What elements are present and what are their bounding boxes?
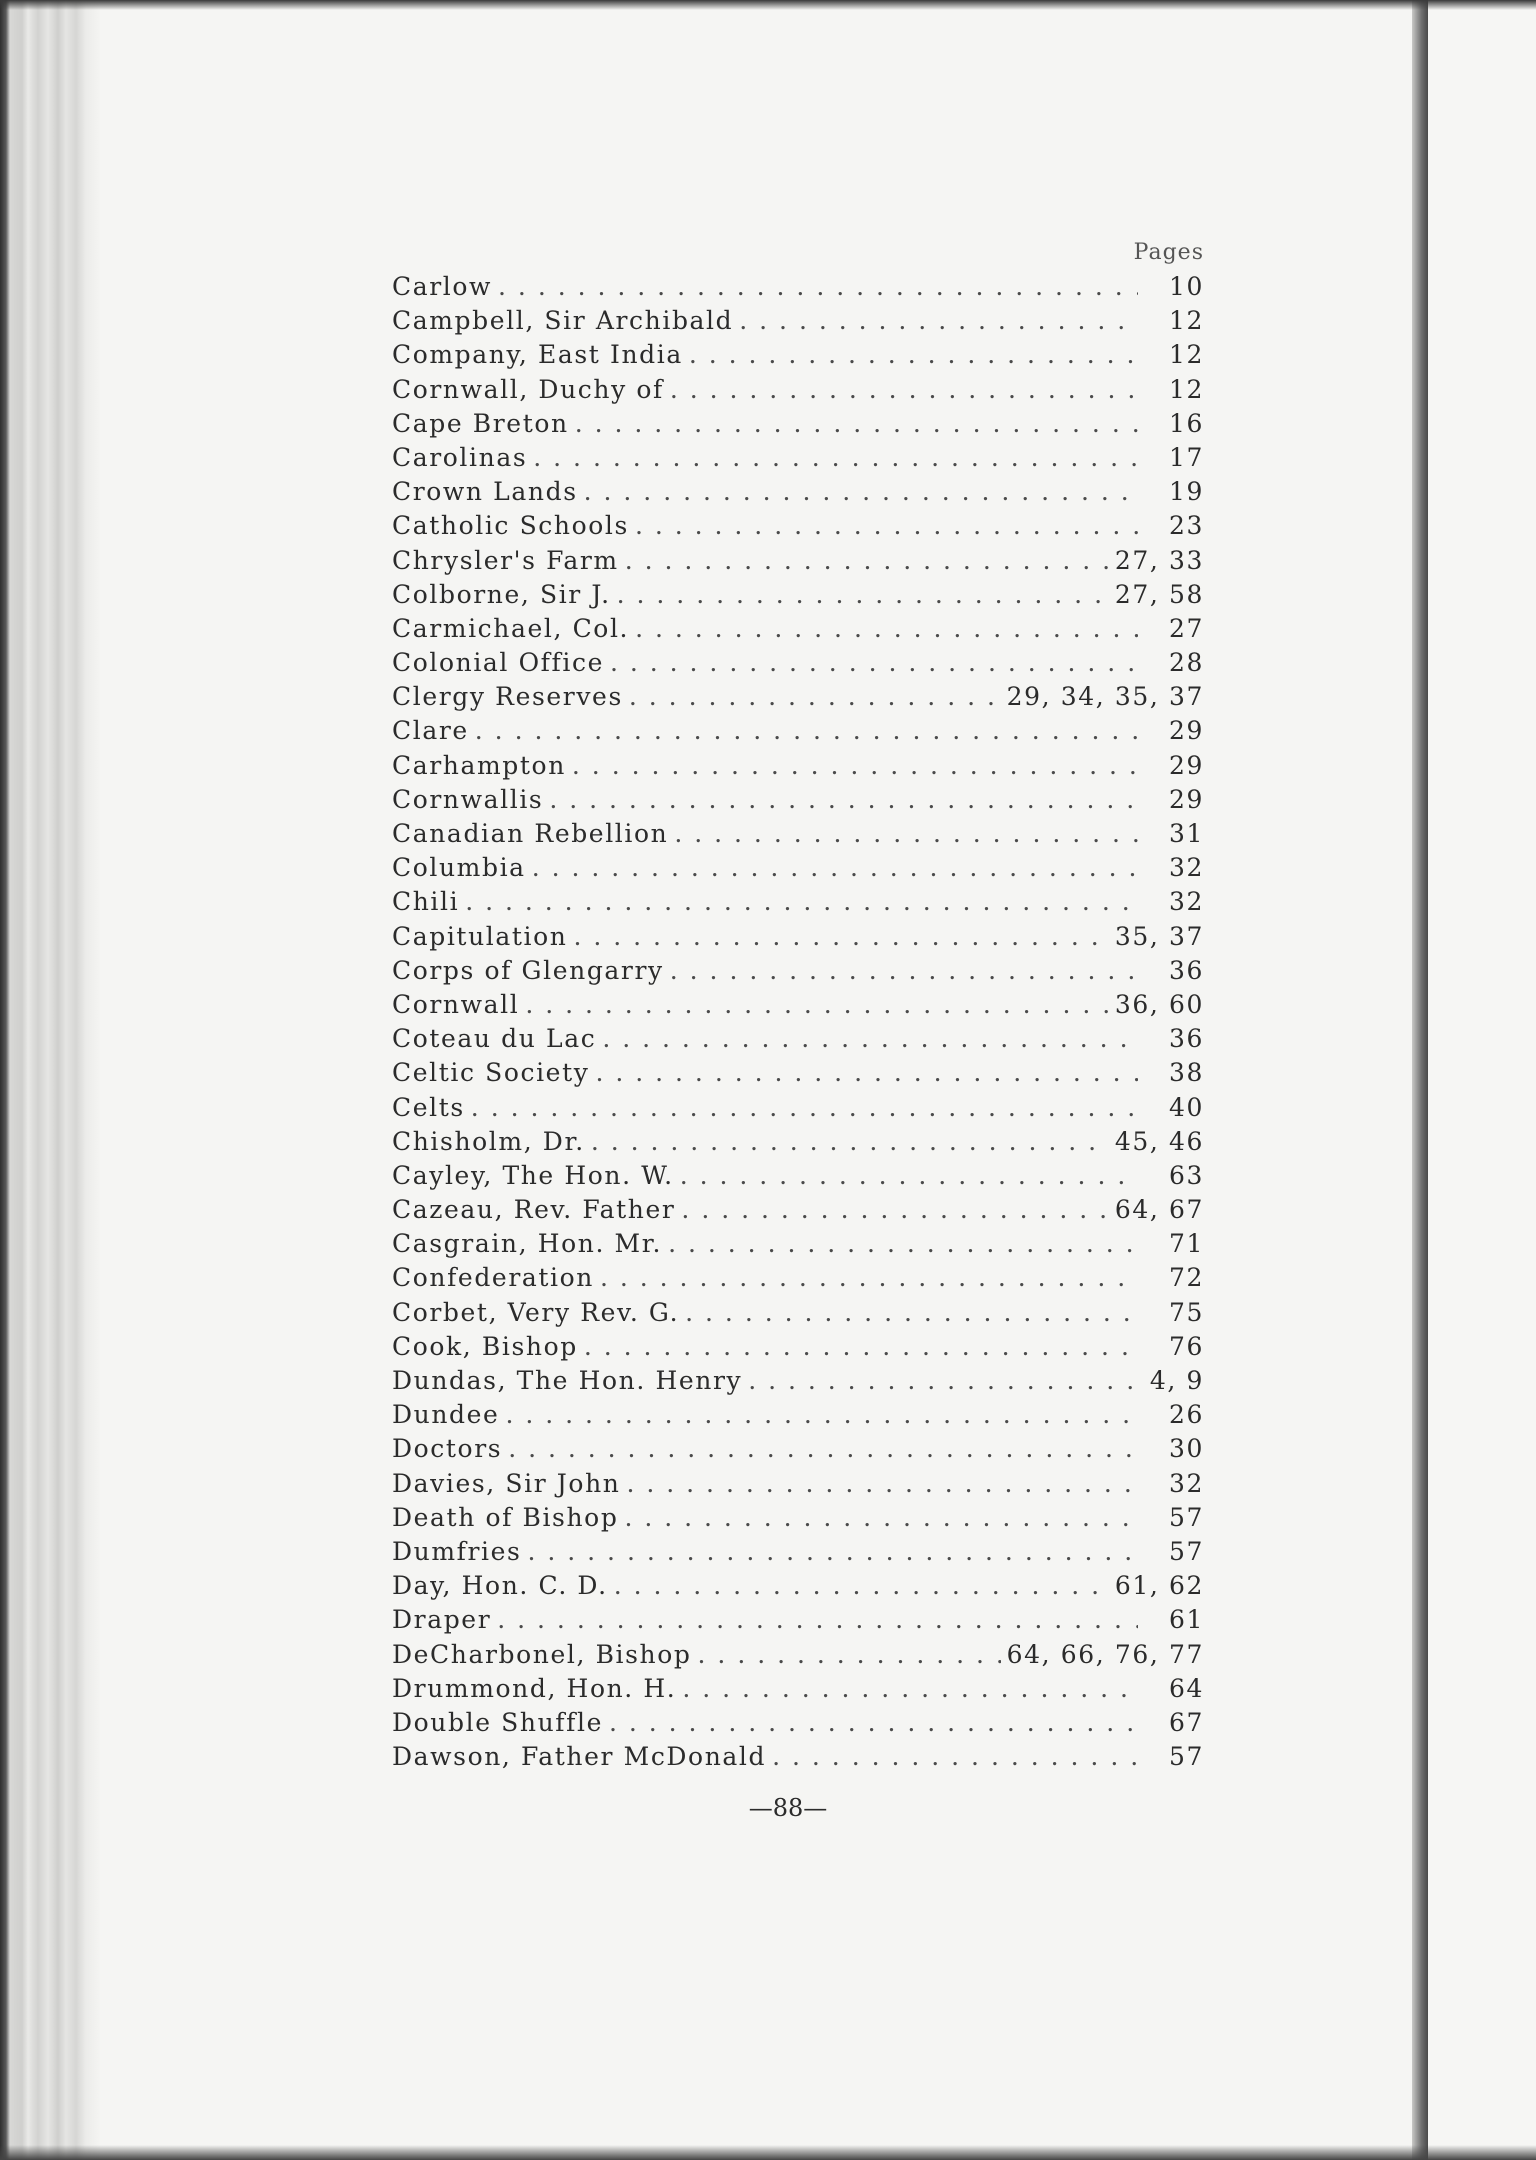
dot-leader — [471, 1091, 1138, 1125]
index-entry-pages: 32 — [1168, 887, 1204, 917]
index-entry — [392, 1672, 1204, 1706]
index-entry — [392, 1125, 1204, 1159]
index-entry-pages: 23 — [1168, 511, 1204, 541]
top-shadow — [0, 0, 1536, 10]
index-entry — [392, 612, 1204, 646]
index-entry-pages: 76 — [1168, 1331, 1204, 1361]
index-entry-name: Corps of Glengarry — [392, 955, 664, 985]
index-entry — [392, 1603, 1204, 1637]
index-entry-pages: 67 — [1168, 1707, 1204, 1737]
dot-leader — [575, 407, 1138, 441]
dot-leader — [505, 1398, 1138, 1432]
index-entry — [392, 544, 1204, 578]
dot-leader — [625, 544, 1109, 578]
index-entry-name: Clergy Reserves — [392, 682, 623, 712]
index-entry-pages: 45, 46 — [1114, 1126, 1204, 1156]
index-entry-name: Cook, Bishop — [392, 1331, 578, 1361]
index-entry — [392, 1638, 1204, 1672]
index-entry — [392, 1740, 1204, 1774]
index-entry-name: Draper — [392, 1605, 492, 1635]
index-entries — [392, 270, 1204, 1774]
index-entry-name: Drummond, Hon. H. — [392, 1673, 677, 1703]
dot-leader — [584, 1330, 1138, 1364]
index-entry — [392, 988, 1204, 1022]
index-entry — [392, 338, 1204, 372]
index-entry-pages: 35, 37 — [1114, 921, 1204, 951]
dot-leader — [635, 509, 1138, 543]
index-entry-name: Double Shuffle — [392, 1707, 603, 1737]
index-entry-name: Crown Lands — [392, 477, 578, 507]
index-entry-name: Cazeau, Rev. Father — [392, 1195, 676, 1225]
index-entry-name: Cornwall, Duchy of — [392, 374, 664, 404]
index-entry — [392, 1432, 1204, 1466]
index-entry-pages: 29 — [1168, 750, 1204, 780]
index-entry-name: Celtic Society — [392, 1058, 590, 1088]
dot-leader — [698, 1638, 1001, 1672]
index-entry-pages: 12 — [1168, 306, 1204, 336]
dot-leader — [508, 1432, 1138, 1466]
index-entry-name: Dumfries — [392, 1536, 522, 1566]
index-entry-pages: 71 — [1168, 1229, 1204, 1259]
index-entry-pages: 31 — [1168, 819, 1204, 848]
dot-leader — [610, 646, 1138, 680]
index-entry-pages: 19 — [1168, 477, 1204, 507]
dot-leader — [680, 1159, 1138, 1193]
index-entry-name: Corbet, Very Rev. G. — [392, 1297, 680, 1327]
index-entry-pages: 36 — [1168, 955, 1204, 985]
dot-leader — [772, 1740, 1138, 1774]
index-entry — [392, 1569, 1204, 1603]
index-entry-pages: 30 — [1168, 1434, 1204, 1464]
dot-leader — [614, 1569, 1109, 1603]
index-entry-pages: 16 — [1168, 408, 1204, 438]
dot-leader — [668, 1227, 1138, 1261]
index-entry — [392, 270, 1204, 304]
index-entry-pages: 75 — [1168, 1297, 1204, 1327]
index-entry-pages: 36, 60 — [1114, 989, 1204, 1019]
index-entry-name: Canadian Rebellion — [392, 819, 669, 848]
index-entry — [392, 1091, 1204, 1125]
index-entry-pages: 29 — [1168, 716, 1204, 746]
dot-leader — [498, 270, 1138, 304]
index-entry — [392, 407, 1204, 441]
index-entry-name: Carhampton — [392, 750, 566, 780]
index-entry-pages: 64, 67 — [1114, 1195, 1204, 1225]
index-entry-pages: 61, 62 — [1114, 1571, 1204, 1601]
index-entry-pages: 36 — [1168, 1024, 1204, 1054]
index-entry-pages: 64 — [1168, 1673, 1204, 1703]
index-entry — [392, 441, 1204, 475]
index-entry — [392, 714, 1204, 748]
dot-leader — [600, 1261, 1138, 1295]
index-entry-name: DeCharbonel, Bishop — [392, 1639, 692, 1669]
index-entry — [392, 304, 1204, 338]
index-entry-pages: 29 — [1168, 784, 1204, 814]
dot-leader — [674, 817, 1138, 851]
index-list — [392, 236, 1204, 1774]
index-entry-name: Carolinas — [392, 442, 528, 472]
index-entry-pages: 57 — [1168, 1536, 1204, 1566]
dot-leader — [525, 988, 1109, 1022]
index-entry-name: Chili — [392, 887, 460, 917]
index-entry — [392, 373, 1204, 407]
index-entry-name: Dundas, The Hon. Henry — [392, 1366, 743, 1395]
index-entry — [392, 1227, 1204, 1261]
index-entry-name: Cornwall — [392, 989, 520, 1019]
pages-column-header: Pages — [1133, 240, 1204, 265]
index-entry-pages: 12 — [1168, 374, 1204, 404]
index-entry-pages: 4, 9 — [1149, 1366, 1204, 1395]
dot-leader — [635, 612, 1138, 646]
dot-leader — [748, 1364, 1138, 1398]
index-entry-name: Cornwallis — [392, 784, 544, 814]
dot-leader — [739, 304, 1138, 338]
index-entry — [392, 646, 1204, 680]
dot-leader — [689, 338, 1138, 372]
index-entry-pages: 12 — [1168, 340, 1204, 370]
index-entry-name: Day, Hon. C. D. — [392, 1571, 608, 1601]
index-entry — [392, 1501, 1204, 1535]
index-entry — [392, 1022, 1204, 1056]
index-entry-name: Death of Bishop — [392, 1502, 619, 1532]
index-entry-name: Doctors — [392, 1434, 503, 1464]
page-number-text: —88— — [748, 1794, 828, 1822]
index-entry-pages: 32 — [1168, 853, 1204, 883]
dot-leader — [609, 1706, 1138, 1740]
index-entry — [392, 1261, 1204, 1295]
facing-page-edge — [1428, 0, 1536, 2160]
dot-leader — [533, 441, 1138, 475]
index-entry — [392, 475, 1204, 509]
index-entry-pages: 63 — [1168, 1160, 1204, 1190]
index-entry — [392, 920, 1204, 954]
index-entry-pages: 26 — [1168, 1400, 1204, 1430]
dot-leader — [465, 885, 1138, 919]
index-entry-pages: 27, 33 — [1114, 545, 1204, 575]
dot-leader — [527, 1535, 1138, 1569]
index-entry-pages: 27 — [1168, 613, 1204, 643]
index-entry-name: Carmichael, Col. — [392, 613, 630, 643]
dot-leader — [682, 1672, 1138, 1706]
index-entry — [392, 1467, 1204, 1501]
index-entry — [392, 509, 1204, 543]
index-entry-name: Coteau du Lac — [392, 1024, 597, 1054]
index-entry-pages: 40 — [1168, 1092, 1204, 1122]
index-entry-name: Cape Breton — [392, 408, 569, 438]
index-entry-name: Clare — [392, 716, 469, 746]
index-entry-name: Campbell, Sir Archibald — [392, 306, 734, 336]
index-entry — [392, 851, 1204, 885]
dot-leader — [617, 578, 1109, 612]
dot-leader — [584, 475, 1138, 509]
dot-leader — [681, 1193, 1108, 1227]
index-entry-name: Celts — [392, 1092, 465, 1122]
dot-leader — [591, 1125, 1109, 1159]
index-entry-pages: 61 — [1168, 1605, 1204, 1635]
index-entry — [392, 1330, 1204, 1364]
index-entry-pages: 57 — [1168, 1502, 1204, 1532]
dot-leader — [572, 749, 1138, 783]
index-entry — [392, 1056, 1204, 1090]
dot-leader — [532, 851, 1138, 885]
index-entry-name: Company, East India — [392, 340, 683, 370]
index-entry — [392, 749, 1204, 783]
index-entry-name: Chisholm, Dr. — [392, 1126, 585, 1156]
dot-leader — [670, 373, 1138, 407]
dot-leader — [595, 1056, 1138, 1090]
index-entry-name: Davies, Sir John — [392, 1468, 621, 1498]
index-entry-name: Colonial Office — [392, 648, 604, 678]
index-entry-pages: 64, 66, 76, 77 — [1006, 1639, 1204, 1669]
index-entry — [392, 817, 1204, 851]
index-entry-pages: 57 — [1168, 1742, 1204, 1772]
index-entry — [392, 1706, 1204, 1740]
index-entry — [392, 578, 1204, 612]
index-entry-name: Columbia — [392, 853, 526, 883]
index-entry — [392, 1159, 1204, 1193]
index-entry-pages: 29, 34, 35, 37 — [1006, 682, 1204, 712]
dot-leader — [624, 1501, 1138, 1535]
index-entry — [392, 1398, 1204, 1432]
page-number — [0, 1794, 1536, 1822]
dot-leader — [685, 1296, 1138, 1330]
index-entry-name: Carlow — [392, 272, 493, 301]
bottom-shadow — [0, 2145, 1536, 2160]
index-entry — [392, 1296, 1204, 1330]
book-page-edges — [0, 0, 100, 2160]
index-entry-name: Capitulation — [392, 921, 568, 951]
dot-leader — [573, 920, 1108, 954]
index-entry-pages: 28 — [1168, 648, 1204, 678]
index-entry-name: Colborne, Sir J. — [392, 579, 611, 609]
dot-leader — [629, 680, 1001, 714]
index-entry — [392, 885, 1204, 919]
index-entry — [392, 680, 1204, 714]
index-entry-name: Chrysler's Farm — [392, 545, 619, 575]
dot-leader — [549, 783, 1138, 817]
index-entry — [392, 1364, 1204, 1398]
dot-leader — [626, 1467, 1138, 1501]
index-entry-name: Confederation — [392, 1263, 594, 1293]
index-entry-pages: 38 — [1168, 1058, 1204, 1088]
index-entry-pages: 72 — [1168, 1263, 1204, 1293]
index-entry-name: Catholic Schools — [392, 511, 629, 541]
index-entry-pages: 32 — [1168, 1468, 1204, 1498]
index-entry-pages: 10 — [1168, 272, 1204, 301]
dot-leader — [497, 1603, 1138, 1637]
dot-leader — [670, 954, 1138, 988]
dot-leader — [475, 714, 1138, 748]
dot-leader — [602, 1022, 1138, 1056]
index-entry-pages: 17 — [1168, 442, 1204, 472]
index-entry — [392, 1535, 1204, 1569]
index-entry — [392, 783, 1204, 817]
index-entry-name: Cayley, The Hon. W. — [392, 1160, 674, 1190]
index-entry-name: Dawson, Father McDonald — [392, 1742, 767, 1772]
index-entry — [392, 954, 1204, 988]
index-entry-name: Dundee — [392, 1400, 500, 1430]
index-entry-name: Casgrain, Hon. Mr. — [392, 1229, 663, 1259]
index-entry-pages: 27, 58 — [1114, 579, 1204, 609]
book-gutter — [1412, 0, 1428, 2160]
index-entry — [392, 1193, 1204, 1227]
